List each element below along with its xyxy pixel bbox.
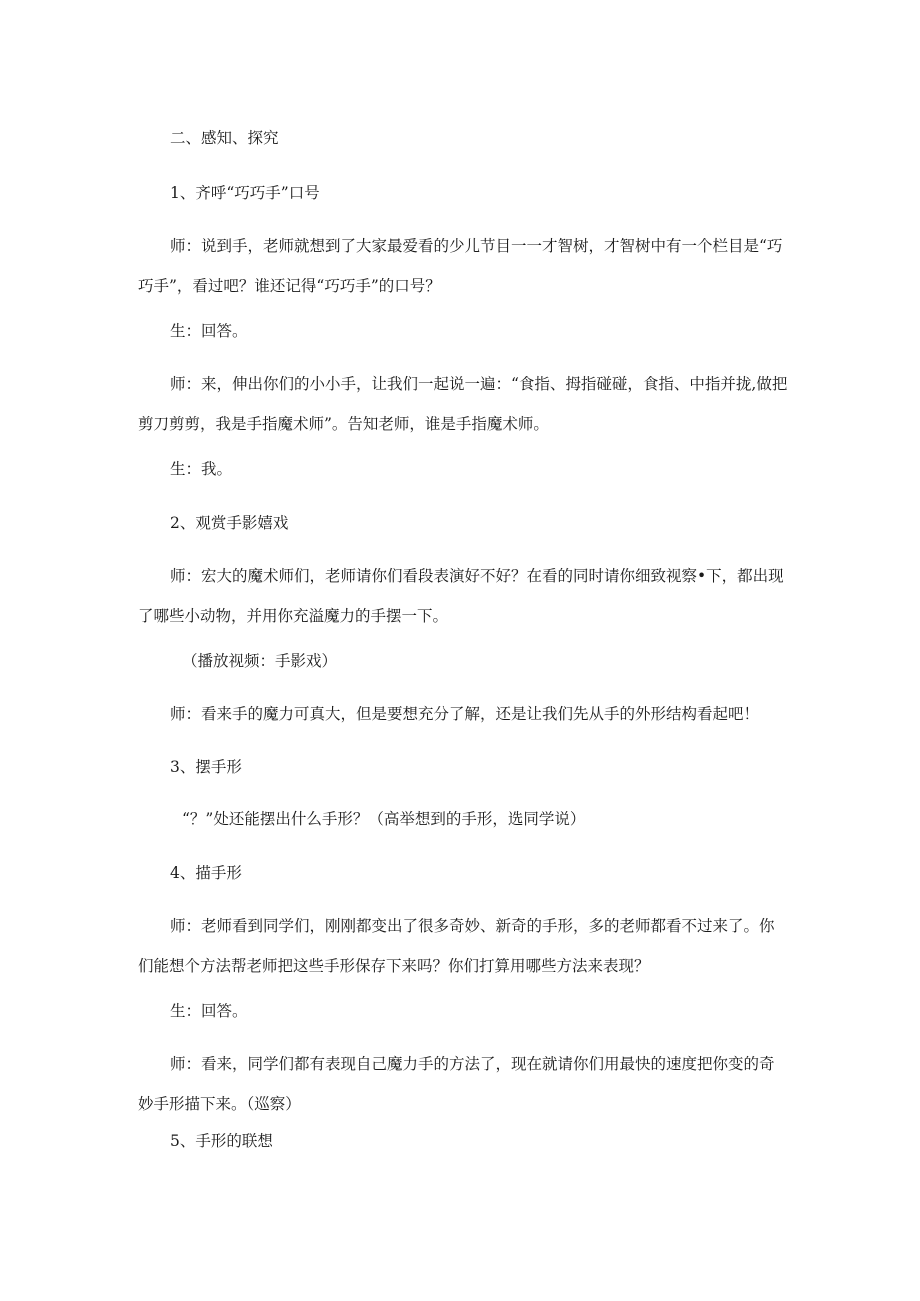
step-heading: 4、描手形 bbox=[170, 864, 242, 882]
teacher-dialogue: 师：看来手的魔力可真大，但是要想充分了解，还是让我们先从手的外形结构看起吧！ bbox=[170, 705, 760, 723]
teacher-dialogue: 师：看来，同学们都有表现自己魔力手的方法了，现在就请你们用最快的速度把你变的奇妙手形描下来。（巡察） bbox=[138, 1055, 775, 1113]
student-dialogue: 生：回答。 bbox=[170, 1002, 248, 1020]
teacher-dialogue: 师：来，伸出你们的小小手，让我们一起说一遍：“食指、拇指碰碰，食指、中指并拢,做把剪刀剪剪，我是手指魔术师”。告知老师，谁是手指魔术师。 bbox=[138, 375, 788, 433]
step-heading: 5、手形的联想 bbox=[170, 1132, 273, 1150]
step-heading: 1、齐呼“巧巧手”口号 bbox=[170, 184, 320, 202]
instruction-text: “？”处还能摆出什么手形？（高举想到的手形，选同学说） bbox=[182, 810, 586, 828]
teacher-dialogue: 师：宏大的魔术师们，老师请你们看段表演好不好？在看的同时请你细致视察•下，都出现了哪些小动物，并用你充溢魔力的手摆一下。 bbox=[138, 567, 784, 625]
teacher-dialogue: 师：说到手，老师就想到了大家最爱看的少儿节目一一才智树，才智树中有一个栏目是“巧巧手”，看过吧？谁还记得“巧巧手”的口号？ bbox=[138, 237, 783, 295]
stage-direction: （播放视频：手影戏） bbox=[182, 652, 338, 670]
step-heading: 3、摆手形 bbox=[170, 758, 242, 776]
student-dialogue: 生：我。 bbox=[170, 460, 233, 478]
step-heading: 2、观赏手影嬉戏 bbox=[170, 514, 289, 532]
teacher-dialogue: 师：老师看到同学们，刚刚都变出了很多奇妙、新奇的手形，多的老师都看不过来了。你们能想个方法帮老师把这些手形保存下来吗？你们打算用哪些方法来表现？ bbox=[138, 917, 775, 975]
student-dialogue: 生：回答。 bbox=[170, 322, 248, 340]
section-heading: 二、感知、探究 bbox=[170, 129, 279, 147]
